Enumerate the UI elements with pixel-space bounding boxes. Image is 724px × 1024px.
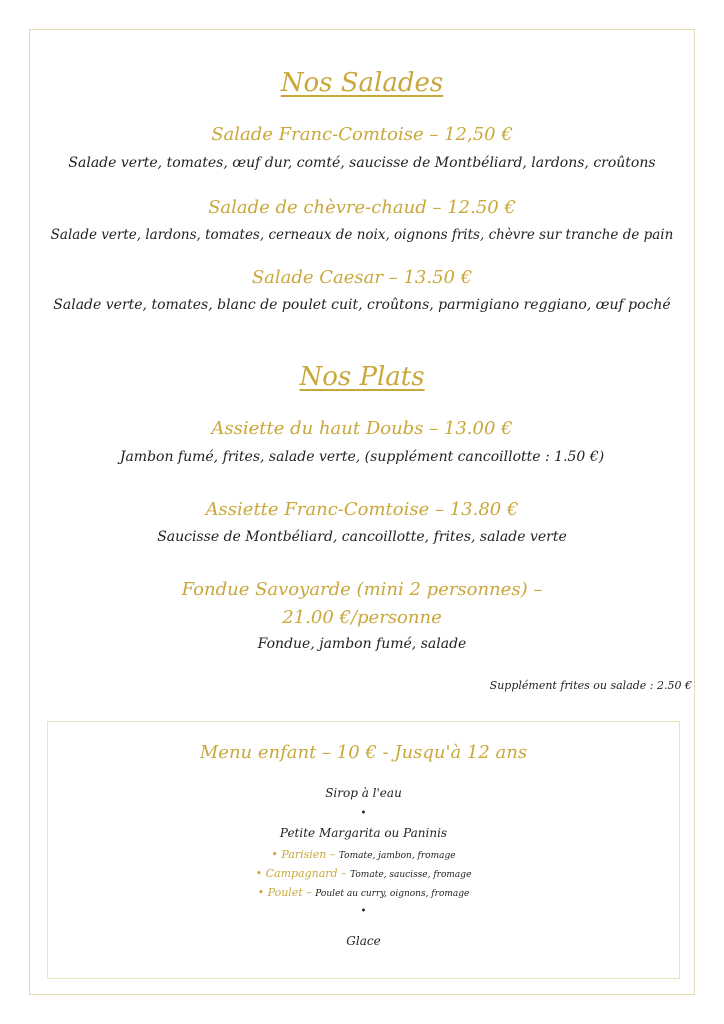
plats-section-title: Nos Plats [299, 362, 425, 392]
salads-section-title: Nos Salades [280, 68, 444, 98]
plat-description: Saucisse de Montbéliard, cancoillotte, frites, salade verte [157, 529, 567, 545]
kids-option-desc: Tomate, saucisse, fromage [350, 870, 472, 880]
kids-menu-box [47, 721, 680, 979]
plat-title: Assiette du haut Doubs – 13.00 € [211, 418, 513, 439]
kids-option [48, 867, 679, 880]
kids-main: Petite Margarita ou Paninis [279, 826, 448, 840]
kids-option-name: • Campagnard – [255, 867, 351, 880]
kids-dessert: Glace [346, 934, 381, 948]
kids-option-name: • Poulet – [257, 886, 316, 899]
plat-title: Assiette Franc-Comtoise – 13.80 € [205, 499, 519, 520]
plat-title-line1: Fondue Savoyarde (mini 2 personnes) – [181, 579, 543, 600]
kids-option-desc: Poulet au curry, oignons, fromage [315, 889, 470, 899]
salad-title: Salade de chèvre-chaud – 12.50 € [208, 197, 516, 218]
plat-description: Fondue, jambon fumé, salade [257, 636, 467, 652]
kids-menu-title: Menu enfant – 10 € - Jusqu'à 12 ans [199, 742, 528, 763]
plat-description: Jambon fumé, frites, salade verte, (supplément cancoillotte : 1.50 €) [119, 449, 605, 465]
salad-title: Salade Caesar – 13.50 € [251, 267, 473, 288]
kids-option-desc: Tomate, jambon, fromage [338, 851, 456, 861]
salad-description: Salade verte, tomates, œuf dur, comté, saucisse de Montbéliard, lardons, croûtons [68, 155, 656, 171]
plat-title-line2: 21.00 €/personne [282, 607, 442, 628]
salad-description: Salade verte, tomates, blanc de poulet cuit, croûtons, parmigiano reggiano, œuf poché [53, 297, 671, 313]
salad-description: Salade verte, lardons, tomates, cerneaux de noix, oignons frits, chèvre sur tranche de pain [50, 227, 674, 243]
supplement-note: Supplément frites ou salade : 2.50 € [489, 679, 692, 692]
kids-option [48, 886, 679, 899]
kids-separator: • [360, 808, 367, 819]
kids-drink: Sirop à l'eau [325, 786, 402, 800]
kids-separator: • [360, 906, 367, 917]
kids-option-name: • Parisien – [271, 848, 339, 861]
kids-option [48, 848, 679, 861]
salad-title: Salade Franc-Comtoise – 12,50 € [211, 124, 513, 145]
